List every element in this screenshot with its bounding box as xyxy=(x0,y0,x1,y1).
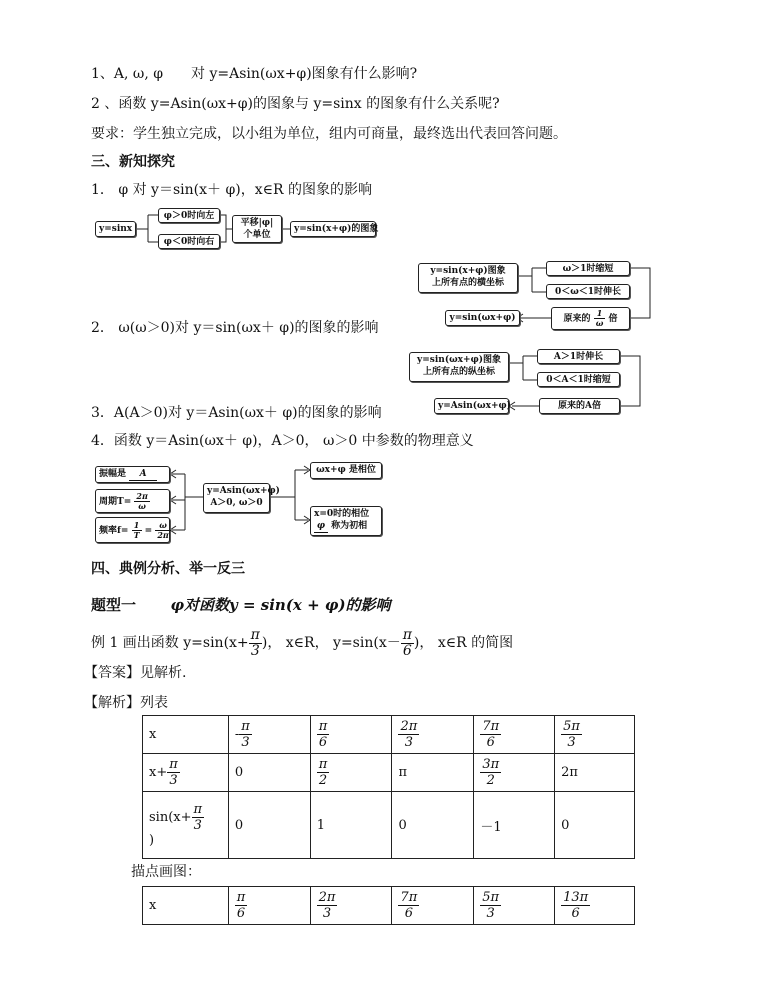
a-result-box: y=Asin(ωx+φ) xyxy=(434,398,509,414)
plot-table-cell-fraction xyxy=(398,890,419,921)
plot-table-cell-fraction-num: 2π xyxy=(318,890,336,905)
frequency-fraction-2 xyxy=(155,521,170,540)
vertical-source-line-2: 上所有点的纵坐标 xyxy=(422,367,495,377)
answer-line: 【答案】见解析. xyxy=(84,665,187,681)
a-stretch-box: A＞1时伸长 xyxy=(537,349,620,364)
horizontal-source-line-1: y=sin(x+φ)图象 xyxy=(430,266,506,276)
period-label: 周期T= xyxy=(99,497,132,507)
plot-table-cell-fraction-num: 5π xyxy=(482,890,500,905)
value-table-row xyxy=(143,754,635,792)
plot-table-label-text: x xyxy=(149,898,157,913)
example-1-f2-den: 6 xyxy=(402,642,412,659)
plot-table-cell xyxy=(555,887,635,925)
value-table-label-text: x xyxy=(149,727,157,742)
value-table-cell-fraction xyxy=(239,719,252,750)
section-3-heading: 三、新知探究 xyxy=(91,154,175,170)
value-table-cell-fraction-num: π xyxy=(241,719,250,734)
example-1-fraction-2 xyxy=(401,628,414,659)
value-table-cell xyxy=(392,792,474,859)
value-table-cell-fraction-num: 3π xyxy=(482,757,500,772)
example-1-f1-num: π xyxy=(250,626,260,643)
value-table-cell-fraction-den: 3 xyxy=(567,735,576,750)
frequency-label: 频率f= xyxy=(99,526,129,536)
value-table-cell-fraction xyxy=(480,757,501,788)
value-table-cell-fraction-den: 6 xyxy=(318,735,328,750)
example-1-fraction-1 xyxy=(249,628,262,659)
center-formula-box xyxy=(203,483,280,513)
value-table-cell-text: π xyxy=(398,765,408,780)
center-formula-line-2: A＞0, ω＞0 xyxy=(210,498,263,508)
amplitude-box xyxy=(95,466,170,483)
plot-table-cell xyxy=(392,887,474,925)
question-type-title: φ对函数y = sin(x + φ)的影响 xyxy=(170,596,391,614)
value-table-cell-fraction xyxy=(480,719,501,750)
value-table-cell xyxy=(555,716,635,754)
omega-scale-num: 1 xyxy=(594,309,606,319)
value-table-cell-text: 0 xyxy=(234,817,244,833)
shift-line-2: 个单位 xyxy=(243,230,271,240)
value-table xyxy=(142,715,635,859)
value-table-cell-text: －1 xyxy=(480,819,502,835)
value-table-cell-fraction xyxy=(317,757,330,788)
question-type-label: 题型一 xyxy=(91,596,137,614)
example-1-part-2: )， x∈R， y=sin(x－ xyxy=(261,635,401,651)
question-1: 1、A, ω, φ 对 y=Asin(ωx+φ)图象有什么影响? xyxy=(91,66,418,82)
subsection-4: 4．函数 y＝Asin(ωx＋ φ)，A＞0， ω＞0 中参数的物理意义 xyxy=(91,433,474,449)
omega-scale-suffix: 倍 xyxy=(608,314,618,324)
value-table-cell xyxy=(228,754,310,792)
value-table-label-fraction-num: π xyxy=(193,802,203,817)
value-table-cell-fraction-den: 3 xyxy=(404,735,414,750)
value-table-row-label xyxy=(143,716,229,754)
vertical-source-line-1: y=sin(ωx+φ)图象 xyxy=(417,355,501,365)
plot-table-cell-fraction-den: 3 xyxy=(322,906,332,921)
value-table-label-fraction-den: 3 xyxy=(193,818,202,833)
frequency-den-1: T xyxy=(133,530,140,540)
value-table-cell xyxy=(228,716,310,754)
plot-table xyxy=(142,886,635,925)
value-table-cell-fraction-num: π xyxy=(318,719,328,734)
example-1 xyxy=(91,626,513,660)
value-table-row xyxy=(143,716,635,754)
value-table-cell-fraction-den: 6 xyxy=(486,735,495,750)
value-table-cell xyxy=(392,716,474,754)
period-fraction xyxy=(134,492,149,511)
subsection-3: 3．A(A＞0)对 y＝Asin(ωx＋ φ)的图象的影响 xyxy=(91,405,382,421)
value-table-row-label xyxy=(143,754,229,792)
plot-table-cell-fraction-den: 6 xyxy=(571,906,580,921)
value-table-cell xyxy=(310,792,392,859)
left-shift-box: φ＞0时向左 xyxy=(158,208,220,223)
omega-shorten-box: ω＞1时缩短 xyxy=(546,261,630,276)
frequency-num-2: ω xyxy=(155,521,170,531)
frequency-den-2: 2π xyxy=(157,530,169,540)
value-table-cell-fraction-num: 2π xyxy=(400,719,418,734)
shift-line-1: 平移|φ| xyxy=(240,218,274,228)
value-table-cell xyxy=(228,792,310,859)
example-1-f1-den: 3 xyxy=(250,642,260,659)
value-table-label-part: x+ xyxy=(149,765,168,780)
omega-stretch-box: 0＜ω＜1时伸长 xyxy=(546,284,630,299)
plot-table-cell-fraction-den: 6 xyxy=(236,906,246,921)
section-4-heading: 四、典例分析、举一反三 xyxy=(91,561,245,577)
value-table-cell-fraction-num: π xyxy=(318,757,328,772)
value-table-cell-fraction-den: 3 xyxy=(241,735,250,750)
plot-table-cell-fraction-num: 13π xyxy=(563,890,589,905)
a-shorten-box: 0＜A＜1时缩短 xyxy=(537,372,620,387)
value-table-cell-text: 2π xyxy=(561,765,578,780)
subsection-2: 2． ω(ω＞0)对 y＝sin(ωx＋ φ)的图象的影响 xyxy=(91,320,379,336)
frequency-equals: = xyxy=(144,526,153,536)
value-table-cell-text: 0 xyxy=(561,817,570,833)
period-box xyxy=(95,489,170,513)
value-table-cell xyxy=(555,754,635,792)
value-table-cell xyxy=(474,792,555,859)
a-scale-box: 原来的A倍 xyxy=(539,398,620,414)
amplitude-label: 振幅是 xyxy=(99,469,127,479)
plot-table-cell-fraction-num: π xyxy=(236,890,246,905)
period-den: ω xyxy=(138,501,146,511)
initial-phase-box xyxy=(310,506,382,536)
value-table-cell-fraction-den: 2 xyxy=(318,773,328,788)
plot-table-cell-fraction xyxy=(561,890,590,921)
value-table-cell xyxy=(555,792,635,859)
plot-table-cell-fraction-den: 3 xyxy=(486,906,495,921)
initial-phase-line-1: x=0时的相位 xyxy=(314,509,370,519)
value-table-row-label xyxy=(143,792,229,859)
example-1-f2-num: π xyxy=(402,626,412,643)
initial-phase-label: 称为初相 xyxy=(328,521,368,531)
omega-scale-den: ω xyxy=(595,318,604,328)
amplitude-value: A xyxy=(129,468,157,481)
center-formula-line-1: y=Asin(ωx+φ) xyxy=(207,486,280,496)
value-table-label-part: sin(x+ xyxy=(149,810,192,825)
value-table-cell-text: 0 xyxy=(234,765,244,780)
value-table-cell-text: 0 xyxy=(398,817,407,833)
horizontal-source-line-2: 上所有点的横坐标 xyxy=(431,278,504,288)
phase-box: ωx+φ 是相位 xyxy=(310,462,382,479)
plot-table-row-label xyxy=(143,887,229,925)
result-box: y=sin(x+φ)的图象 xyxy=(290,221,376,237)
initial-phase-symbol: φ xyxy=(314,520,328,533)
period-num: 2π xyxy=(136,491,148,501)
plot-table-cell-fraction-den: 6 xyxy=(404,906,413,921)
value-table-cell xyxy=(392,754,474,792)
initial-phase-line-2 xyxy=(314,520,378,533)
plot-table-row xyxy=(143,887,635,925)
analysis-line: 【解析】列表 xyxy=(84,695,168,711)
plot-table-cell-fraction xyxy=(235,890,248,921)
requirement: 要求：学生独立完成，以小组为单位，组内可商量，最终选出代表回答问题。 xyxy=(91,126,567,142)
plot-table-cell xyxy=(310,887,392,925)
value-table-row xyxy=(143,792,635,859)
value-table-cell-fraction-num: 7π xyxy=(482,719,500,734)
value-table-cell-fraction xyxy=(398,719,419,750)
value-table-label-fraction-den: 3 xyxy=(169,773,178,788)
omega-scale-prefix: 原来的 xyxy=(563,314,591,324)
value-table-cell-sign: - xyxy=(234,727,240,742)
value-table-label-fraction xyxy=(167,757,180,788)
question-2: 2 、函数 y=Asin(ωx+φ)的图象与 y=sinx 的图象有什么关系呢? xyxy=(91,96,500,112)
plot-table-cell xyxy=(228,887,310,925)
frequency-box xyxy=(95,517,170,543)
start-box: y=sinx xyxy=(95,221,136,237)
example-1-part-1: 例 1 画出函数 y=sin(x+ xyxy=(91,635,249,651)
plot-table-cell xyxy=(474,887,555,925)
question-type-heading xyxy=(91,595,391,615)
value-table-cell xyxy=(310,716,392,754)
frequency-num-1: 1 xyxy=(132,521,142,531)
value-table-cell-fraction xyxy=(317,719,330,750)
value-table-cell-fraction xyxy=(561,719,582,750)
value-table-cell-text: 1 xyxy=(316,817,325,833)
omega-result-box: y=sin(ωx+φ) xyxy=(445,310,520,326)
value-table-label-close: ) xyxy=(149,833,155,848)
plot-table-cell-fraction xyxy=(480,890,501,921)
plot-table-cell-fraction-num: 7π xyxy=(400,890,418,905)
value-table-cell-fraction-num: 5π xyxy=(563,719,580,734)
value-table-cell xyxy=(310,754,392,792)
value-table-label-fraction-num: π xyxy=(169,757,178,772)
plot-instruction: 描点画图： xyxy=(131,864,201,880)
example-1-part-3: )， x∈R 的简图 xyxy=(413,635,514,651)
plot-table-cell-fraction xyxy=(317,890,338,921)
subsection-1: 1． φ 对 y＝sin(x＋ φ)，x∈R 的图象的影响 xyxy=(91,182,372,198)
value-table-cell-fraction-den: 2 xyxy=(486,773,495,788)
frequency-fraction-1 xyxy=(132,521,142,540)
value-table-cell xyxy=(474,716,555,754)
value-table-label-fraction xyxy=(192,802,205,833)
value-table-cell xyxy=(474,754,555,792)
right-shift-box: φ＜0时向右 xyxy=(158,234,220,249)
